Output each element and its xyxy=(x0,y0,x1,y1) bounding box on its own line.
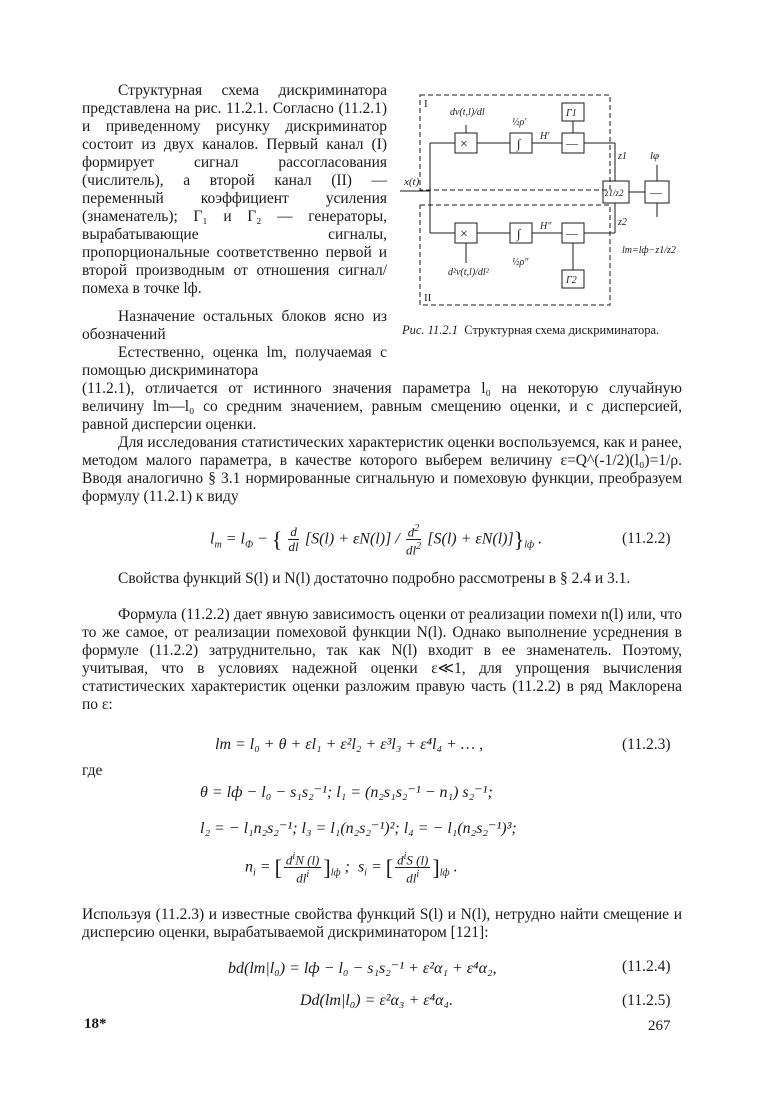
caption-label: Рис. 11.2.1 xyxy=(402,323,459,337)
channel-1-label: I xyxy=(424,98,428,110)
output-subtractor-sign: — xyxy=(650,185,662,199)
equation-11-2-4: bd(lm|l₀) = lф − l₀ − s₁s₂⁻¹ + ε²α₁ + ε⁴α₂, xyxy=(228,960,497,977)
equation-11-2-3-a: θ = lф − l₀ − s₁s₂⁻¹; l₁ = (n₂s₁s₂⁻¹ − n₁) s₂⁻¹; xyxy=(200,784,493,801)
derivative-2: d²v(t,l)/dl² xyxy=(448,267,489,278)
generator-2-label: Г2 xyxy=(566,275,577,286)
figure-caption xyxy=(402,323,692,337)
paragraph-estimate-b: (11.2.1), отличается от истинного значения параметра l₀ на некоторую случайную величину lm—l₀ со средним значением, равным смещению оценки, и с дисперсией, равной дисперсии оценки. xyxy=(82,380,682,433)
equation-11-2-2: $l_m = l_Ф$ − { $\frac{d}{dl}$ [S(l) + εN(l)] / $\frac{d^2}{dl^2}$ $[S(l) + \varepsilon N(l)]\}_{lф}$ . xyxy=(210,523,543,558)
signature-mark: 18* xyxy=(84,1016,107,1032)
input-label: x(t) xyxy=(404,176,420,188)
h2-label: H″ xyxy=(540,221,552,232)
where-label: где xyxy=(82,762,103,779)
paragraph-intro: Структурная схема дискриминатора представлена на рис. 11.2.1. Согласно (11.2.1) и приведенному рисунку дискриминатор состоит из двух каналов. Первый канал (I) формирует сигнал рассогласования (числитель), а второй канал (II) — переменный коэффициент усиления (знаменатель); Г₁ и Г₂ — генераторы, вырабатывающие сигналы, пропорциональные соответственно первой и второй производным от отношения сигнал/помеха в точке lф. xyxy=(82,82,387,297)
z1-label: z1 xyxy=(618,151,627,162)
equation-number-5: (11.2.5) xyxy=(622,992,671,1009)
divider-label: z1/z2 xyxy=(605,188,624,198)
lf-label: lφ xyxy=(650,150,660,162)
paragraph-blocks: Назначение остальных блоков ясно из обозначений xyxy=(82,308,387,343)
integrator-1-sign: ∫ xyxy=(517,136,521,151)
paragraph-using: Используя (11.2.3) и известные свойства функций S(l) и N(l), нетрудно найти смещение и дисперсию оценки, вырабатываемой дискриминатором [121]: xyxy=(82,906,682,941)
paragraph-estimate-a: Естественно, оценка lm, получаемая с помощью дискриминатора xyxy=(82,344,387,379)
channel-2-label: II xyxy=(424,292,432,304)
paragraph-formula: Формула (11.2.2) дает явную зависимость оценки от реализации помехи n(l) или, что то же самое, от реализации помеховой функции N(l). Однако выполнение усреднения в формуле (11.2.2) затруднительно, так как N(l) входит в ее знаменатель. Поэтому, учитывая, что в условиях надежной оценки ε≪1, для упрощения вычисления статистических характеристик оценки разложим правую часть (11.2.2) в ряд Маклорена по ε: xyxy=(82,606,682,713)
derivative-1: dv(t,l)/dl xyxy=(450,107,485,118)
equation-number-2: (11.2.2) xyxy=(622,530,671,547)
caption-text: Структурная схема дискриминатора. xyxy=(464,323,660,337)
equation-11-2-3-b: l₂ = − l₁n₂s₂⁻¹; l₃ = l₁(n₂s₂⁻¹)²; l₄ = − l₁(n₂s₂⁻¹)³; xyxy=(200,820,517,837)
figure-block-diagram xyxy=(400,85,700,320)
channel-2-frame xyxy=(420,205,610,305)
half-rho-1: ½ρ′ xyxy=(512,117,527,128)
integrator-2 xyxy=(510,223,532,243)
integrator-1 xyxy=(510,133,532,153)
paragraph-small-param: Для исследования статистических характеристик оценки воспользуемся, как и ранее, методом малого параметра, в качестве которого выберем величину ε=Q^(-1/2)(l₀)=1/ρ. Вводя аналогично § 3.1 нормированные сигнальную и помеховую функции, преобразуем формулу (11.2.1) к виду xyxy=(82,434,682,505)
equation-number-3: (11.2.3) xyxy=(622,736,671,753)
equation-11-2-3: lm = l₀ + θ + εl₁ + ε²l₂ + ε³l₃ + ε⁴l₄ + … , xyxy=(215,736,484,753)
h1-label: H′ xyxy=(540,131,550,142)
z2-label: z2 xyxy=(618,217,627,228)
integrator-2-sign: ∫ xyxy=(517,226,521,241)
subtractor-2-sign: — xyxy=(566,226,578,240)
multiplier-1-sign: × xyxy=(460,137,468,152)
page-number: 267 xyxy=(648,1018,671,1034)
equation-11-2-5: Dd(lm|l₀) = ε²α₃ + ε⁴α₄. xyxy=(300,992,454,1009)
equation-number-4: (11.2.4) xyxy=(622,958,671,975)
generator-1-label: Г1 xyxy=(566,108,577,119)
subtractor-1-sign: — xyxy=(566,136,578,150)
equation-11-2-3-c: $n_i$ = [ $\frac{d^iN (l)}{dl^i}$ ]$_{lф}$ ; $s_i$ = [ $\frac{d^iS (l)}{dl^i}$ ]$_{lф}$ . xyxy=(245,851,458,886)
paragraph-properties: Свойства функций S(l) и N(l) достаточно подробно рассмотрены в § 2.4 и 3.1. xyxy=(118,570,631,587)
half-rho-2: ½ρ″ xyxy=(512,257,529,268)
output-formula: lm=lф−z1/z2 xyxy=(622,245,676,256)
multiplier-2-sign: × xyxy=(460,227,468,242)
